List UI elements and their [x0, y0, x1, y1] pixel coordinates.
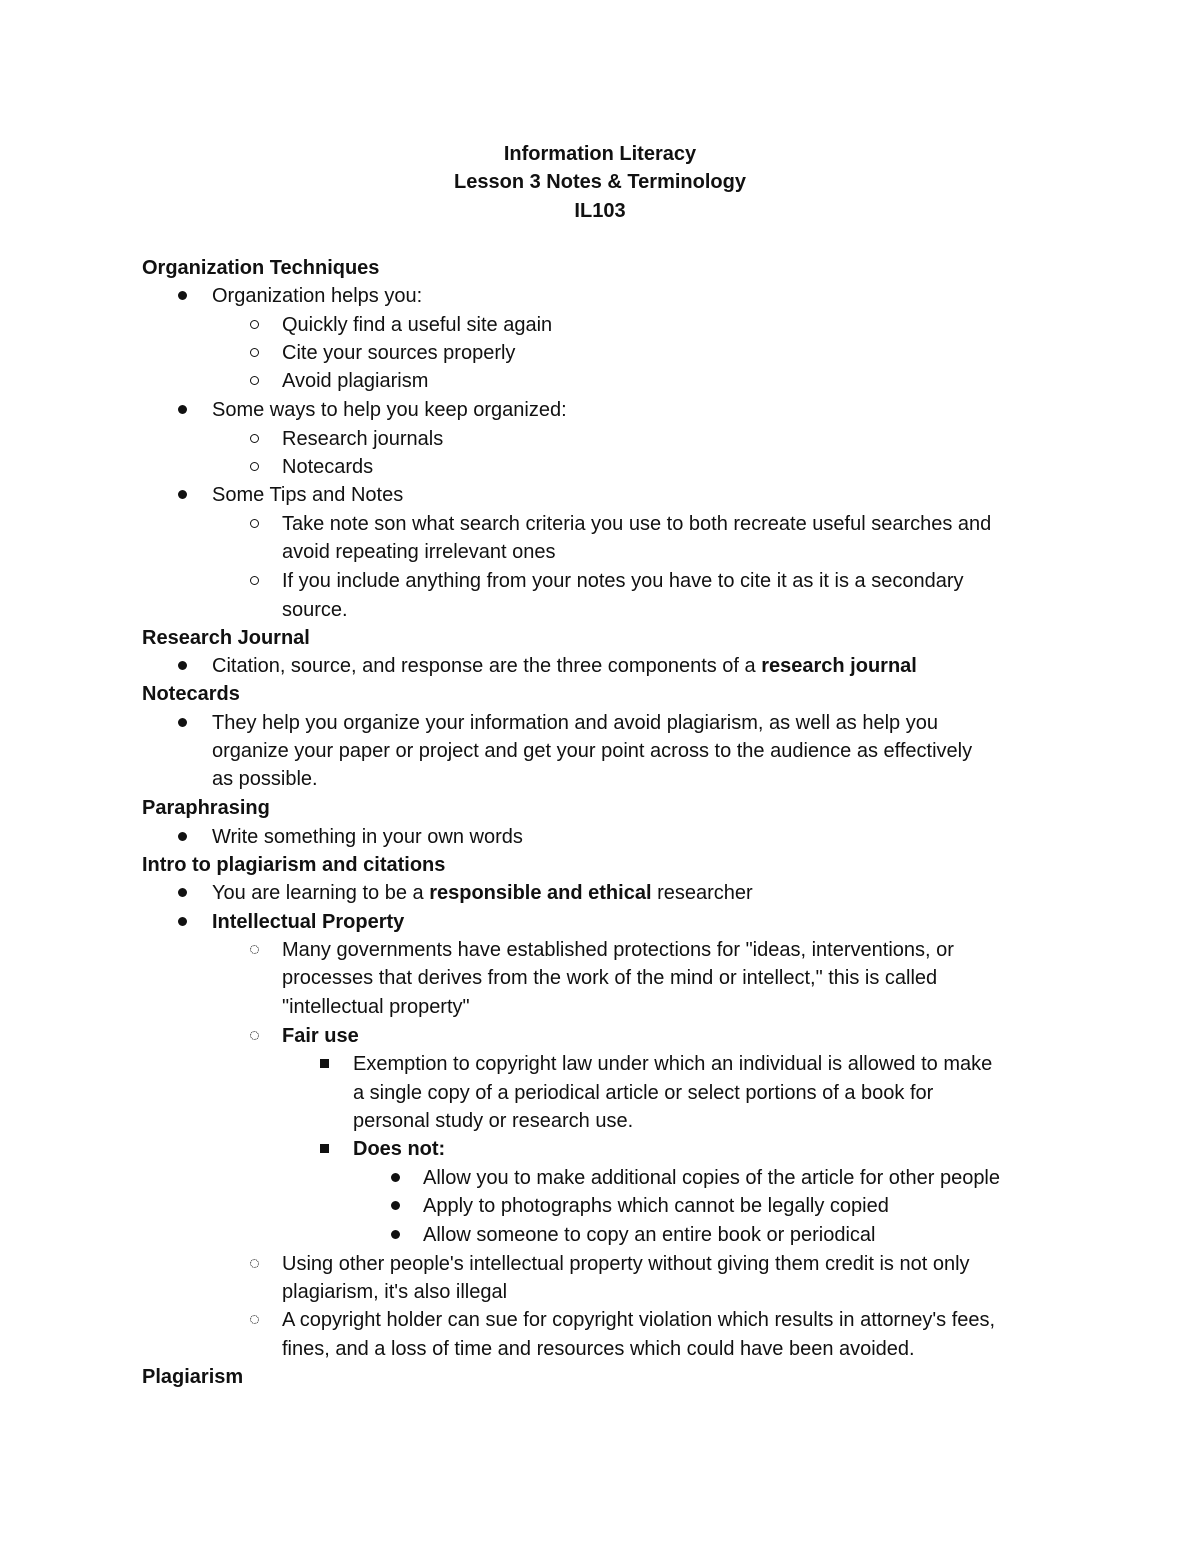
bullet-icon: [172, 396, 192, 424]
heading-notecards: Notecards: [142, 683, 240, 705]
bullet-icon: [172, 481, 192, 509]
bullet-icon: [244, 1022, 264, 1050]
bullet-icon: [385, 1192, 405, 1220]
heading-organization-techniques: Organization Techniques: [142, 257, 380, 279]
bullet-icon: [314, 1135, 334, 1163]
list-item-text: Citation, source, and response are the three components of a: [212, 655, 762, 677]
list-item: Some ways to help you keep organized:: [212, 399, 567, 421]
list-item: Notecards: [282, 456, 374, 478]
list-item-continuation: processes that derives from the work of the mind or intellect," this is called: [282, 967, 938, 989]
list-item-continuation: source.: [282, 599, 348, 621]
heading-plagiarism: Plagiarism: [142, 1366, 244, 1388]
list-item: Allow someone to copy an entire book or periodical: [423, 1224, 876, 1246]
list-item: Apply to photographs which cannot be legally copied: [423, 1195, 889, 1217]
list-item-bold: Does not:: [353, 1138, 446, 1160]
bullet-icon: [314, 1050, 334, 1078]
heading-intro-plagiarism: Intro to plagiarism and citations: [142, 854, 446, 876]
bullet-icon: [244, 1250, 264, 1278]
list-item: Exemption to copyright law under which an individual is allowed to make: [353, 1053, 993, 1075]
list-item: Many governments have established protections for "ideas, interventions, or: [282, 939, 954, 961]
list-item: [212, 652, 917, 680]
list-item: Research journals: [282, 428, 444, 450]
document-title: Information Literacy: [503, 143, 697, 165]
list-item: If you include anything from your notes you have to cite it as it is a secondary: [282, 570, 964, 592]
bold-term: research journal: [761, 655, 917, 677]
list-item-continuation: plagiarism, it's also illegal: [282, 1281, 508, 1303]
bullet-icon: [244, 936, 264, 964]
bullet-icon: [385, 1164, 405, 1192]
bullet-icon: [172, 282, 192, 310]
bullet-icon: [172, 652, 192, 680]
bullet-icon: [244, 311, 264, 339]
bullet-icon: [172, 709, 192, 737]
list-item-continuation: avoid repeating irrelevant ones: [282, 541, 556, 563]
course-code: IL103: [574, 200, 626, 222]
list-item: A copyright holder can sue for copyright violation which results in attorney's fees,: [282, 1309, 996, 1331]
list-item-continuation: fines, and a loss of time and resources which could have been avoided.: [282, 1338, 915, 1360]
list-item: Using other people's intellectual property without giving them credit is not only: [282, 1253, 970, 1275]
list-item: Avoid plagiarism: [282, 370, 429, 392]
bullet-icon: [244, 339, 264, 367]
heading-research-journal: Research Journal: [142, 627, 310, 649]
list-item: They help you organize your information and avoid plagiarism, as well as help you: [212, 712, 938, 734]
list-item: Take note son what search criteria you use to both recreate useful searches and: [282, 513, 992, 535]
list-item-continuation: organize your paper or project and get your point across to the audience as effectively: [212, 740, 973, 762]
document-subtitle: Lesson 3 Notes & Terminology: [454, 171, 746, 193]
list-item-bold: Intellectual Property: [212, 911, 405, 933]
bullet-icon: [244, 567, 264, 595]
list-item: Organization helps you:: [212, 285, 423, 307]
list-item-continuation: personal study or research use.: [353, 1110, 634, 1132]
bullet-icon: [244, 425, 264, 453]
list-item: Allow you to make additional copies of the article for other people: [423, 1167, 1001, 1189]
list-item: Quickly find a useful site again: [282, 314, 553, 336]
bullet-icon: [172, 908, 192, 936]
list-item-continuation: "intellectual property": [282, 996, 470, 1018]
bullet-icon: [385, 1221, 405, 1249]
list-item: [212, 879, 753, 907]
list-item-bold: Fair use: [282, 1025, 359, 1047]
bullet-icon: [244, 367, 264, 395]
list-item-continuation: as possible.: [212, 768, 318, 790]
heading-paraphrasing: Paraphrasing: [142, 797, 270, 819]
bullet-icon: [172, 823, 192, 851]
list-item: Some Tips and Notes: [212, 484, 404, 506]
bullet-icon: [172, 879, 192, 907]
list-item: Cite your sources properly: [282, 342, 516, 364]
bullet-icon: [244, 510, 264, 538]
list-item-text: You are learning to be a: [212, 882, 430, 904]
bullet-icon: [244, 1306, 264, 1334]
list-item: Write something in your own words: [212, 826, 523, 848]
list-item-continuation: a single copy of a periodical article or select portions of a book for: [353, 1082, 934, 1104]
bullet-icon: [244, 453, 264, 481]
list-item-text: researcher: [651, 882, 753, 904]
bold-term: responsible and ethical: [429, 882, 652, 904]
